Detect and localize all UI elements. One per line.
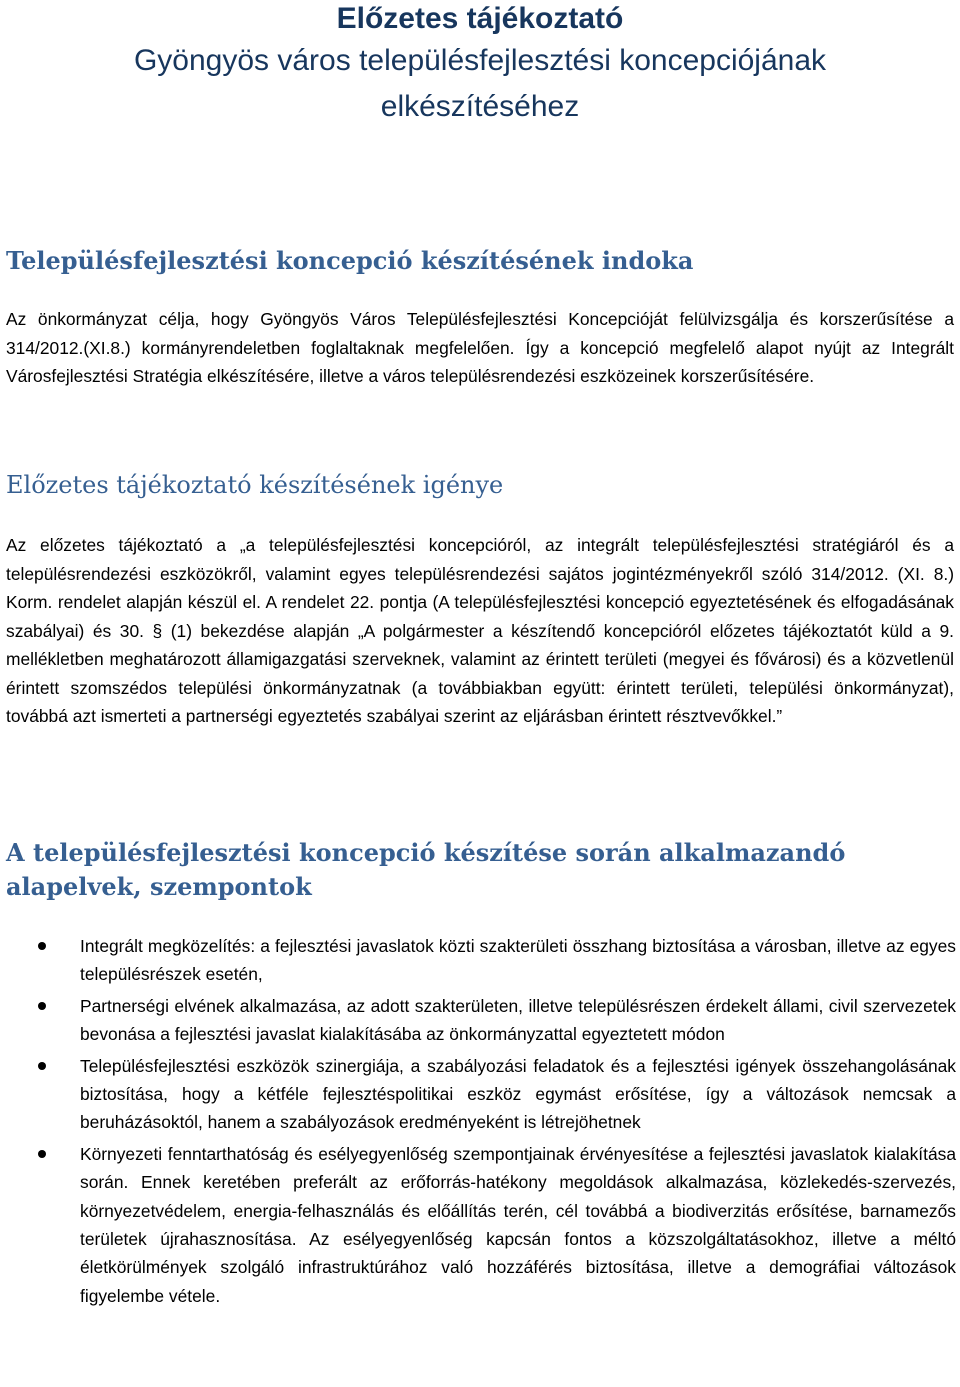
list-item xyxy=(0,1052,956,1137)
bullet-icon xyxy=(38,1150,46,1158)
section-heading-igenye: Előzetes tájékoztató készítésének igénye xyxy=(6,471,504,499)
list-item-text: Településfejlesztési eszközök szinergiája, a szabályozási feladatok és a fejlesztési igények összehangolásának biztosítása, hogy a kétféle fejlesztéspolitikai eszköz egymást erősítése, így a változások nemcsak a beruházásoktól, hanem a szabályozások eredményeként is létrejöhetnek xyxy=(80,1055,956,1133)
section-heading-alapelvek: A településfejlesztési koncepció készítése során alkalmazandó alapelvek, szempontok xyxy=(6,838,846,901)
list-item-text: Integrált megközelítés: a fejlesztési javaslatok közti szakterületi összhang biztosítása a városban, illetve az egyes településrészek esetén, xyxy=(80,936,956,985)
principles-list xyxy=(0,932,960,1313)
document-subtitle-line2: elkészítéséhez xyxy=(380,90,580,123)
list-item xyxy=(0,992,956,1049)
section-heading-indoka: Településfejlesztési koncepció készítésének indoka xyxy=(6,246,694,275)
section-paragraph-igenye: Az előzetes tájékoztató a „a településfejlesztési koncepcióról, az integrált településfejlesztési stratégiáról és a településrendezési eszközökről, valamint egyes településrendezési sajátos jogintézményekről szóló 314/2012. (XI. 8.) Korm. rendelet alapján készül el. A rendelet 22. pontja (A településfejlesztési koncepció egyeztetésének és elfogadásának szabályai) és 30. § (1) bekezdése alapján „A polgármester a készítendő koncepcióról előzetes tájékoztatót küld a 9. mellékletben meghatározott államigazgatási szerveknek, valamint az érintett területi (megyei és fővárosi) és a közvetlenül érintett szomszédos települési önkormányzatnak (a továbbiakban együtt: érintett területi, települési önkormányzat), továbbá azt ismerteti a partnerségi egyeztetés szabályai szerint az eljárásban érintett résztvevőkkel.” xyxy=(6,535,954,726)
section-paragraph-indoka: Az önkormányzat célja, hogy Gyöngyös Város Településfejlesztési Koncepcióját felülvizsgálja és korszerűsítése a 314/2012.(XI.8.) kormányrendeletben foglaltaknak megfelelően. Így a koncepció megfelelő alapot nyújt az Integrált Városfejlesztési Stratégia elkészítésére, illetve a város településrendezési eszközeinek korszerűsítésére. xyxy=(6,309,954,386)
list-item xyxy=(0,1140,956,1310)
document-subtitle-line1: Gyöngyös város településfejlesztési koncepciójának xyxy=(133,44,827,77)
bullet-icon xyxy=(38,942,46,950)
bullet-icon xyxy=(38,1002,46,1010)
list-item-text: Partnerségi elvének alkalmazása, az adott szakterületen, illetve településrészen érdekelt állami, civil szervezetek bevonása a fejlesztési javaslat kialakításába az önkormányzattal egyeztetett módon xyxy=(80,995,956,1045)
document-title: Előzetes tájékoztató xyxy=(336,2,624,35)
bullet-icon xyxy=(38,1062,46,1070)
list-item-text: Környezeti fenntarthatóság és esélyegyenlőség szempontjainak érvényesítése a fejlesztési javaslatok kialakítása során. Ennek keretében preferált az erőforrás-hatékony megoldások alkalmazása, közlekedés-szervezés, környezetvédelem, energia-felhasználás és előállítás terén, cél továbbá a biodiverzitás erősítése, barnamezős területek újrahasznosítása. Az esélyegyenlőség kapcsán fontos a közszolgáltatásokhoz, illetve a méltó életkörülmények szolgáló infrastruktúrához való hozzáférés biztosítása, illetve a demográfiai változások figyelembe vétele. xyxy=(80,1143,956,1306)
list-item xyxy=(0,932,956,989)
title-block xyxy=(0,0,960,130)
